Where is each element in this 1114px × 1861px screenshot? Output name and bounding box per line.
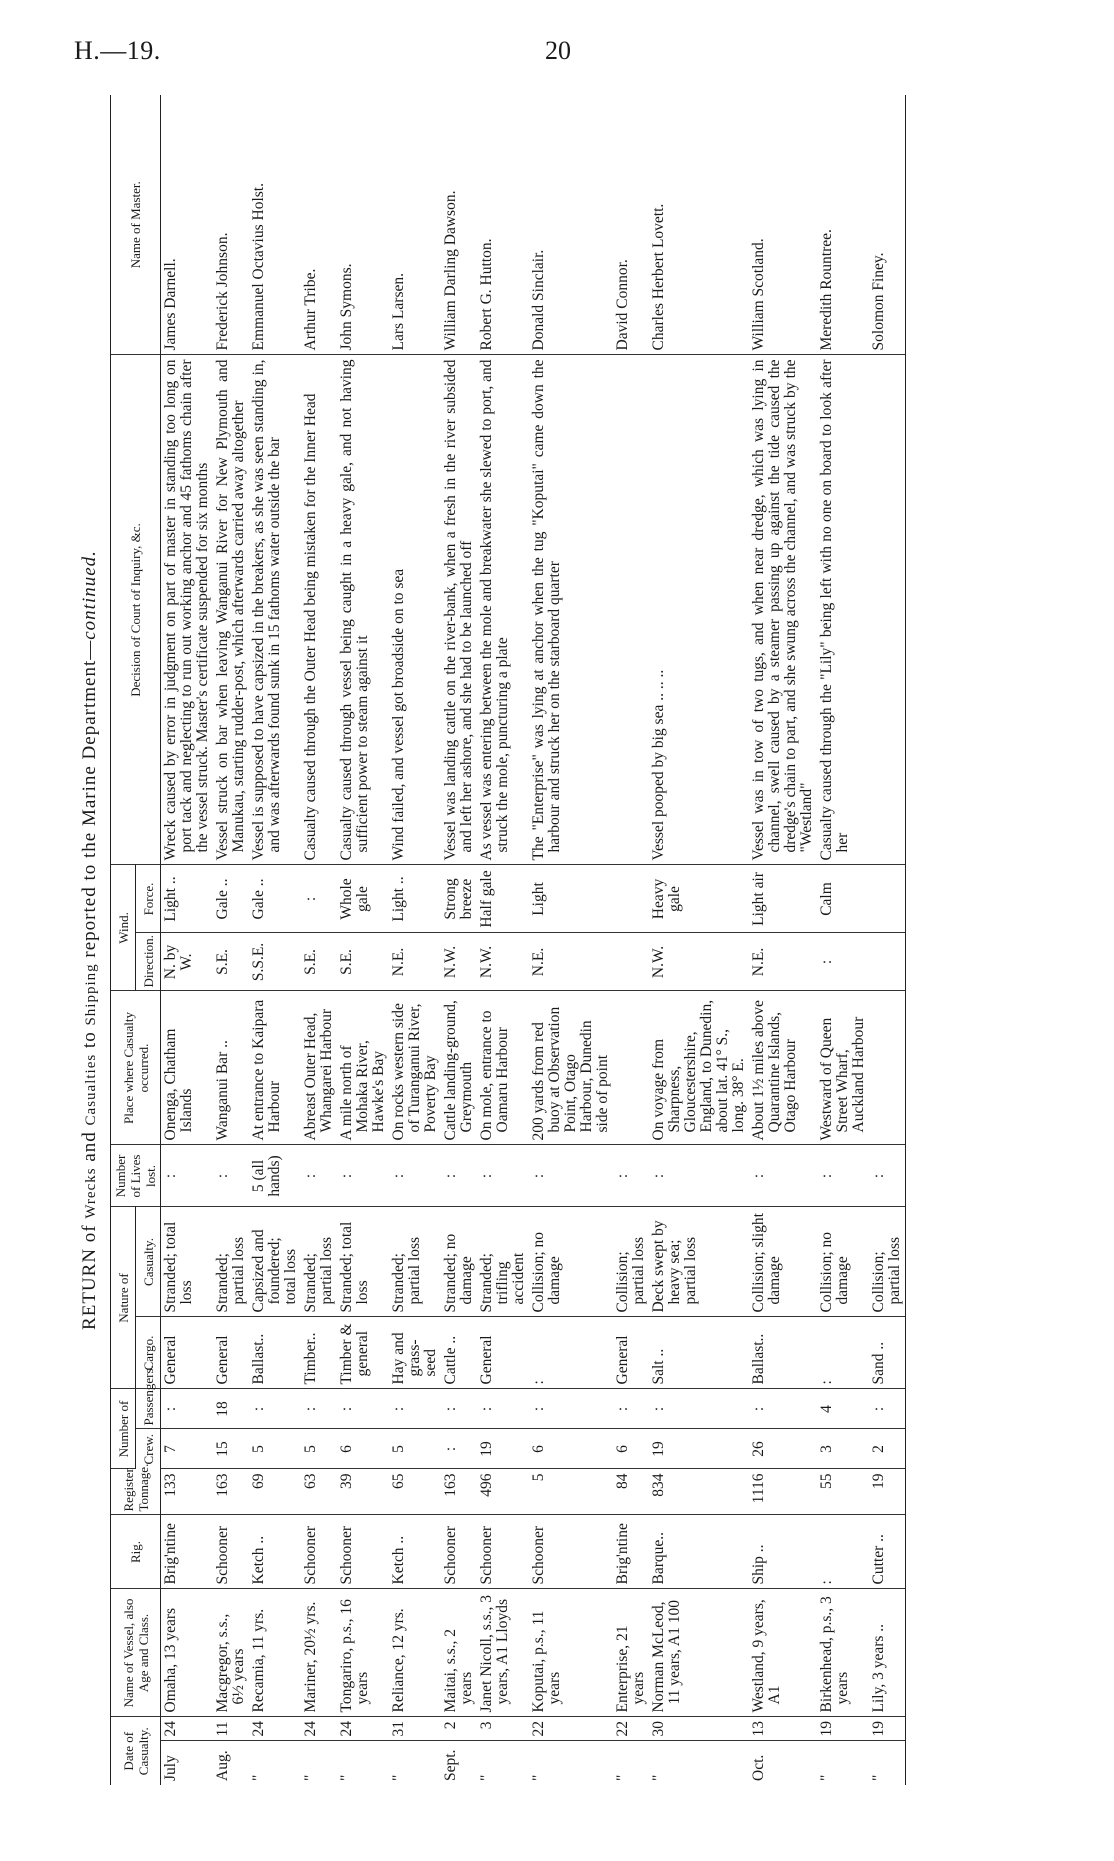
cell-lives: : xyxy=(301,1145,337,1207)
cell-force xyxy=(613,865,649,933)
cell-casualty: Deck swept by heavy sea; partial loss xyxy=(649,1207,749,1317)
cell-casualty: Stranded; partial loss xyxy=(389,1207,441,1317)
cell-decision xyxy=(869,355,906,865)
table-row xyxy=(337,95,389,1785)
cell-month: " xyxy=(818,1774,835,1781)
cell-tonnage: 65 xyxy=(389,1469,441,1515)
cell-cargo: Timber & general xyxy=(337,1317,389,1389)
cell-cargo: Timber.. xyxy=(301,1317,337,1389)
col-tonnage: Register Tonnage. xyxy=(111,1469,161,1515)
cell-month: " xyxy=(302,1774,319,1781)
cell-decision: As vessel was entering between the mole and breakwater she slewed to port, and struck the mole, puncturing a plate xyxy=(477,355,529,865)
cell-passengers: : xyxy=(869,1389,906,1429)
cell-vessel: Koputai, p.s., 11 years xyxy=(529,1589,613,1717)
cell-crew: 6 xyxy=(529,1429,613,1469)
cell-tonnage: 63 xyxy=(301,1469,337,1515)
cell-casualty: Collision; partial loss xyxy=(613,1207,649,1317)
cell-decision: Casualty caused through the "Lily" being left with no one on board to look after her xyxy=(817,355,869,865)
cell-rig: Ketch .. xyxy=(389,1515,441,1589)
cell-crew: 6 xyxy=(337,1429,389,1469)
cell-casualty: Collision; slight damage xyxy=(749,1207,817,1317)
table-row xyxy=(817,95,869,1785)
cell-rig: Cutter .. xyxy=(869,1515,906,1589)
cell-place: Cattle landing-ground, Greymouth xyxy=(441,991,477,1145)
cell-place xyxy=(869,991,906,1145)
cell-day: 2 xyxy=(441,1717,477,1741)
cell-direction: S.E. xyxy=(213,933,249,991)
cell-cargo: General xyxy=(477,1317,529,1389)
cell-crew: : xyxy=(441,1429,477,1469)
col-crew: Crew. xyxy=(136,1429,161,1469)
cell-cargo: General xyxy=(213,1317,249,1389)
cell-day: 24 xyxy=(301,1717,337,1741)
cell-lives: : xyxy=(161,1145,214,1207)
col-master: Name of Master. xyxy=(111,95,161,355)
cell-decision: Casualty caused through vessel being caught in a heavy gale, and not having sufficient power to steam against it xyxy=(337,355,389,865)
cell-force: Strong breeze xyxy=(441,865,477,933)
cell-direction: N.W. xyxy=(441,933,477,991)
cell-force: Light .. xyxy=(161,865,214,933)
cell-tonnage: 5 xyxy=(529,1469,613,1515)
cell-vessel: Norman McLeod, 11 years, A1 100 xyxy=(649,1589,749,1717)
cell-day: 19 xyxy=(817,1717,869,1741)
cell-rig: Barque.. xyxy=(649,1515,749,1589)
cell-vessel: Reliance, 12 yrs. xyxy=(389,1589,441,1717)
cell-day: 22 xyxy=(613,1717,649,1741)
cell-decision: Wind failed, and vessel got broadside on to sea xyxy=(389,355,441,865)
col-decision: Decision of Court of Inquiry, &c. xyxy=(111,355,161,865)
cell-direction xyxy=(869,933,906,991)
cell-rig: Ketch .. xyxy=(249,1515,301,1589)
cell-vessel: Enterprise, 21 years xyxy=(613,1589,649,1717)
cell-force: Whole gale xyxy=(337,865,389,933)
cell-month: " xyxy=(390,1774,407,1781)
col-nature-of: Nature of xyxy=(111,1207,136,1389)
cell-direction: S.S.E. xyxy=(249,933,301,991)
cell-crew: 6 xyxy=(613,1429,649,1469)
cell-place: Westward of Queen Street Wharf, Auckland Harbour xyxy=(817,991,869,1145)
col-place: Place where Casualty occurred. xyxy=(111,991,161,1145)
cell-rig: Ship .. xyxy=(749,1515,817,1589)
page-reference: H.—19. xyxy=(74,36,161,65)
cell-place: Onenga, Chatham Islands xyxy=(161,991,214,1145)
cell-month: " xyxy=(530,1774,547,1781)
cell-cargo: General xyxy=(161,1317,214,1389)
cell-crew: 19 xyxy=(477,1429,529,1469)
table-row xyxy=(389,95,441,1785)
cell-casualty: Collision; no damage xyxy=(529,1207,613,1317)
cell-passengers: : xyxy=(749,1389,817,1429)
cell-lives: : xyxy=(337,1145,389,1207)
cell-place: Wanganui Bar .. xyxy=(213,991,249,1145)
cell-day: 3 xyxy=(477,1717,529,1741)
cell-cargo: Salt .. xyxy=(649,1317,749,1389)
table-row xyxy=(613,95,649,1785)
cell-direction: N.W. xyxy=(477,933,529,991)
cell-force: Gale .. xyxy=(213,865,249,933)
table-row xyxy=(441,95,477,1785)
page-number: 20 xyxy=(545,36,571,65)
table-row xyxy=(301,95,337,1785)
cell-month: Sept. xyxy=(442,1749,459,1781)
cell-tonnage: 163 xyxy=(213,1469,249,1515)
cell-force: Light air xyxy=(749,865,817,933)
cell-master: Frederick Johnson. xyxy=(213,95,249,355)
cell-place xyxy=(613,991,649,1145)
cell-day: 13 xyxy=(749,1717,817,1741)
cell-day: 24 xyxy=(161,1717,214,1741)
cell-master: Donald Sinclair. xyxy=(529,95,613,355)
table-row xyxy=(749,95,817,1785)
col-force: Force. xyxy=(136,865,161,933)
cell-place: Abreast Outer Head, Whangarei Harbour xyxy=(301,991,337,1145)
cell-place: On rocks western side of Turanganui River, Poverty Bay xyxy=(389,991,441,1145)
col-vessel: Name of Vessel, also Age and Class. xyxy=(111,1589,161,1717)
col-casualty: Casualty. xyxy=(136,1207,161,1317)
cell-cargo: Hay and grass-seed xyxy=(389,1317,441,1389)
cell-passengers: : xyxy=(649,1389,749,1429)
cell-force xyxy=(869,865,906,933)
cell-master: William Scotland. xyxy=(749,95,817,355)
cell-tonnage: 1116 xyxy=(749,1469,817,1515)
cell-decision: Vessel was landing cattle on the river-bank, when a fresh in the river subsided and left her ashore, and she had to be launched off xyxy=(441,355,477,865)
cell-crew: 5 xyxy=(301,1429,337,1469)
cell-master: Emmanuel Octavius Holst. xyxy=(249,95,301,355)
cell-lives: : xyxy=(749,1145,817,1207)
col-lives: Number of Lives lost. xyxy=(111,1145,161,1207)
cell-casualty: Stranded; trifling accident xyxy=(477,1207,529,1317)
cell-decision: Vessel was in tow of two tugs, and when near dredge, which was lying in channel, swell caused by a steamer passing up against the tide caused the dredge's chain to part, and she swung across the channel, and was struck by the "Westland" xyxy=(749,355,817,865)
cell-vessel: Maitai, s.s., 2 years xyxy=(441,1589,477,1717)
cell-vessel: Birkenhead, p.s., 3 years xyxy=(817,1589,869,1717)
cell-passengers: : xyxy=(249,1389,301,1429)
cell-passengers: 18 xyxy=(213,1389,249,1429)
cell-master: William Darling Dawson. xyxy=(441,95,477,355)
cell-casualty: Collision; partial loss xyxy=(869,1207,906,1317)
cell-vessel: Westland, 9 years, A1 xyxy=(749,1589,817,1717)
col-cargo: Cargo. xyxy=(136,1317,161,1389)
cell-casualty: Capsized and foundered; total loss xyxy=(249,1207,301,1317)
cell-place: On voyage from Sharpness, Gloucestershire, England, to Dunedin, about lat. 41° S., long. 38° E. xyxy=(649,991,749,1145)
cell-month: " xyxy=(478,1774,495,1781)
cell-casualty: Stranded; partial loss xyxy=(213,1207,249,1317)
cell-month: " xyxy=(250,1774,267,1781)
cell-cargo: General xyxy=(613,1317,649,1389)
cell-crew: 5 xyxy=(249,1429,301,1469)
cell-master: David Connor. xyxy=(613,95,649,355)
cell-master: Arthur Tribe. xyxy=(301,95,337,355)
cell-rig: Brig'ntine xyxy=(613,1515,649,1589)
cell-passengers: : xyxy=(301,1389,337,1429)
cell-crew: 26 xyxy=(749,1429,817,1469)
cell-lives: : xyxy=(869,1145,906,1207)
cell-direction xyxy=(613,933,649,991)
cell-direction: N.E. xyxy=(749,933,817,991)
cell-lives: 5 (all hands) xyxy=(249,1145,301,1207)
cell-tonnage: 496 xyxy=(477,1469,529,1515)
cell-month: July xyxy=(162,1755,179,1781)
cell-decision: Casualty caused through the Outer Head being mistaken for the Inner Head xyxy=(301,355,337,865)
cell-master: Lars Larsen. xyxy=(389,95,441,355)
cell-lives: : xyxy=(213,1145,249,1207)
cell-lives: : xyxy=(529,1145,613,1207)
cell-casualty: Collision; no damage xyxy=(817,1207,869,1317)
cell-force: Half gale xyxy=(477,865,529,933)
cell-vessel: Lily, 3 years .. xyxy=(869,1589,906,1717)
cell-cargo: Ballast.. xyxy=(249,1317,301,1389)
col-passengers: Passengers. xyxy=(136,1389,161,1429)
cell-force: Calm xyxy=(817,865,869,933)
cell-tonnage: 55 xyxy=(817,1469,869,1515)
cell-vessel: Macgregor, s.s., 6½ years xyxy=(213,1589,249,1717)
cell-day: 24 xyxy=(249,1717,301,1741)
cell-day: 22 xyxy=(529,1717,613,1741)
col-number-of: Number of xyxy=(111,1389,136,1469)
cell-tonnage: 834 xyxy=(649,1469,749,1515)
cell-day: 30 xyxy=(649,1717,749,1741)
cell-passengers: 4 xyxy=(817,1389,869,1429)
cell-direction: N.E. xyxy=(389,933,441,991)
cell-direction: S.E. xyxy=(301,933,337,991)
cell-crew: 5 xyxy=(389,1429,441,1469)
cell-direction: N. by W. xyxy=(161,933,214,991)
cell-force: Gale .. xyxy=(249,865,301,933)
cell-rig: Schooner xyxy=(441,1515,477,1589)
cell-master: Solomon Finey. xyxy=(869,95,906,355)
cell-tonnage: 163 xyxy=(441,1469,477,1515)
table-row xyxy=(249,95,301,1785)
col-wind: Wind. xyxy=(111,865,136,991)
cell-casualty: Stranded; total loss xyxy=(337,1207,389,1317)
cell-place: At entrance to Kaipara Harbour xyxy=(249,991,301,1145)
cell-cargo: Sand .. xyxy=(869,1317,906,1389)
cell-lives: : xyxy=(649,1145,749,1207)
cell-master: Robert G. Hutton. xyxy=(477,95,529,355)
table-row xyxy=(869,95,906,1785)
cell-rig: Schooner xyxy=(213,1515,249,1589)
cell-lives: : xyxy=(389,1145,441,1207)
cell-day: 31 xyxy=(389,1717,441,1741)
cell-month: " xyxy=(650,1774,667,1781)
cell-place: On mole, entrance to Oamaru Harbour xyxy=(477,991,529,1145)
cell-place: A mile north of Mohaka River, Hawke's Bay xyxy=(337,991,389,1145)
table-row xyxy=(213,95,249,1785)
cell-cargo: : xyxy=(529,1317,613,1389)
cell-vessel: Omaha, 13 years xyxy=(161,1589,214,1717)
cell-passengers: : xyxy=(441,1389,477,1429)
cell-passengers: : xyxy=(161,1389,214,1429)
cell-cargo: : xyxy=(817,1317,869,1389)
cell-decision xyxy=(613,355,649,865)
cell-crew: 19 xyxy=(649,1429,749,1469)
col-direction: Direction. xyxy=(136,933,161,991)
cell-lives: : xyxy=(477,1145,529,1207)
cell-cargo: Ballast.. xyxy=(749,1317,817,1389)
cell-vessel: Tongariro, p.s., 16 years xyxy=(337,1589,389,1717)
cell-month: Aug. xyxy=(214,1750,231,1781)
cell-decision: Vessel struck on bar when leaving Wanganui River for New Plymouth and Manukau, starting rudder-post, which afterwards carried away altogether xyxy=(213,355,249,865)
cell-tonnage: 133 xyxy=(161,1469,214,1515)
cell-master: Meredith Rountree. xyxy=(817,95,869,355)
cell-force: Light xyxy=(529,865,613,933)
cell-tonnage: 84 xyxy=(613,1469,649,1515)
cell-passengers: : xyxy=(613,1389,649,1429)
cell-month: " xyxy=(338,1774,355,1781)
cell-direction: S.E. xyxy=(337,933,389,991)
cell-month: Oct. xyxy=(750,1754,767,1781)
cell-crew: 7 xyxy=(161,1429,214,1469)
returns-table-block xyxy=(70,95,1055,1785)
cell-crew: 2 xyxy=(869,1429,906,1469)
cell-direction: : xyxy=(817,933,869,991)
cell-vessel: Mariner, 20½ yrs. xyxy=(301,1589,337,1717)
cell-month: " xyxy=(614,1774,631,1781)
table-title: RETURN of Wrecks and Casualties to Shipping reported to the Marine Department—continued. xyxy=(79,550,100,1330)
col-rig: Rig. xyxy=(111,1515,161,1589)
table-row xyxy=(477,95,529,1785)
cell-lives: : xyxy=(817,1145,869,1207)
cell-vessel: Janet Nicoll, s.s., 3 years, A1 Lloyds xyxy=(477,1589,529,1717)
cell-passengers: : xyxy=(389,1389,441,1429)
cell-rig: Schooner xyxy=(477,1515,529,1589)
cell-cargo: Cattle .. xyxy=(441,1317,477,1389)
cell-passengers: : xyxy=(337,1389,389,1429)
cell-crew: 3 xyxy=(817,1429,869,1469)
cell-decision: Vessel is supposed to have capsized in the breakers, as she was seen standing in, and was afterwards found sunk in 15 fathoms water outside the bar xyxy=(249,355,301,865)
table-row xyxy=(529,95,613,1785)
cell-force: : xyxy=(301,865,337,933)
cell-day: 19 xyxy=(869,1717,906,1741)
cell-master: Charles Herbert Lovett. xyxy=(649,95,749,355)
cell-lives: : xyxy=(613,1145,649,1207)
cell-rig: Schooner xyxy=(337,1515,389,1589)
cell-day: 24 xyxy=(337,1717,389,1741)
cell-decision: The "Enterprise" was lying at anchor when the tug "Koputai" came down the harbour and struck her on the starboard quarter xyxy=(529,355,613,865)
cell-decision: Vessel pooped by big sea .. .. .. xyxy=(649,355,749,865)
cell-tonnage: 19 xyxy=(869,1469,906,1515)
col-date: Date of Casualty. xyxy=(111,1717,161,1785)
cell-rig: Schooner xyxy=(301,1515,337,1589)
cell-lives: : xyxy=(441,1145,477,1207)
cell-day: 11 xyxy=(213,1717,249,1741)
cell-rig: Brig'ntine xyxy=(161,1515,214,1589)
cell-passengers: : xyxy=(529,1389,613,1429)
cell-tonnage: 69 xyxy=(249,1469,301,1515)
cell-decision: Wreck caused by error in judgment on part of master in standing too long on port tack and neglecting to run out working anchor and 45 fathoms chain after the vessel struck. Master's certificate suspended for six months xyxy=(161,355,214,865)
cell-casualty: Stranded; no damage xyxy=(441,1207,477,1317)
cell-month: " xyxy=(869,1741,906,1785)
cell-direction: N.E. xyxy=(529,933,613,991)
cell-rig: : xyxy=(817,1515,869,1589)
table-row xyxy=(161,95,214,1785)
cell-passengers: : xyxy=(477,1389,529,1429)
cell-rig: Schooner xyxy=(529,1515,613,1589)
cell-direction: N.W. xyxy=(649,933,749,991)
cell-vessel: Recamia, 11 yrs. xyxy=(249,1589,301,1717)
cell-tonnage: 39 xyxy=(337,1469,389,1515)
cell-force: Light .. xyxy=(389,865,441,933)
cell-master: John Symons. xyxy=(337,95,389,355)
cell-place: 200 yards from red buoy at Observation Point, Otago Harbour, Dunedin side of point xyxy=(529,991,613,1145)
cell-crew: 15 xyxy=(213,1429,249,1469)
cell-casualty: Stranded; partial loss xyxy=(301,1207,337,1317)
cell-master: James Darnell. xyxy=(161,95,214,355)
cell-place: About 1½ miles above Quarantine Islands, Otago Harbour xyxy=(749,991,817,1145)
cell-casualty: Stranded; total loss xyxy=(161,1207,214,1317)
table-row xyxy=(649,95,749,1785)
wrecks-table xyxy=(110,95,906,1785)
cell-force: Heavy gale xyxy=(649,865,749,933)
